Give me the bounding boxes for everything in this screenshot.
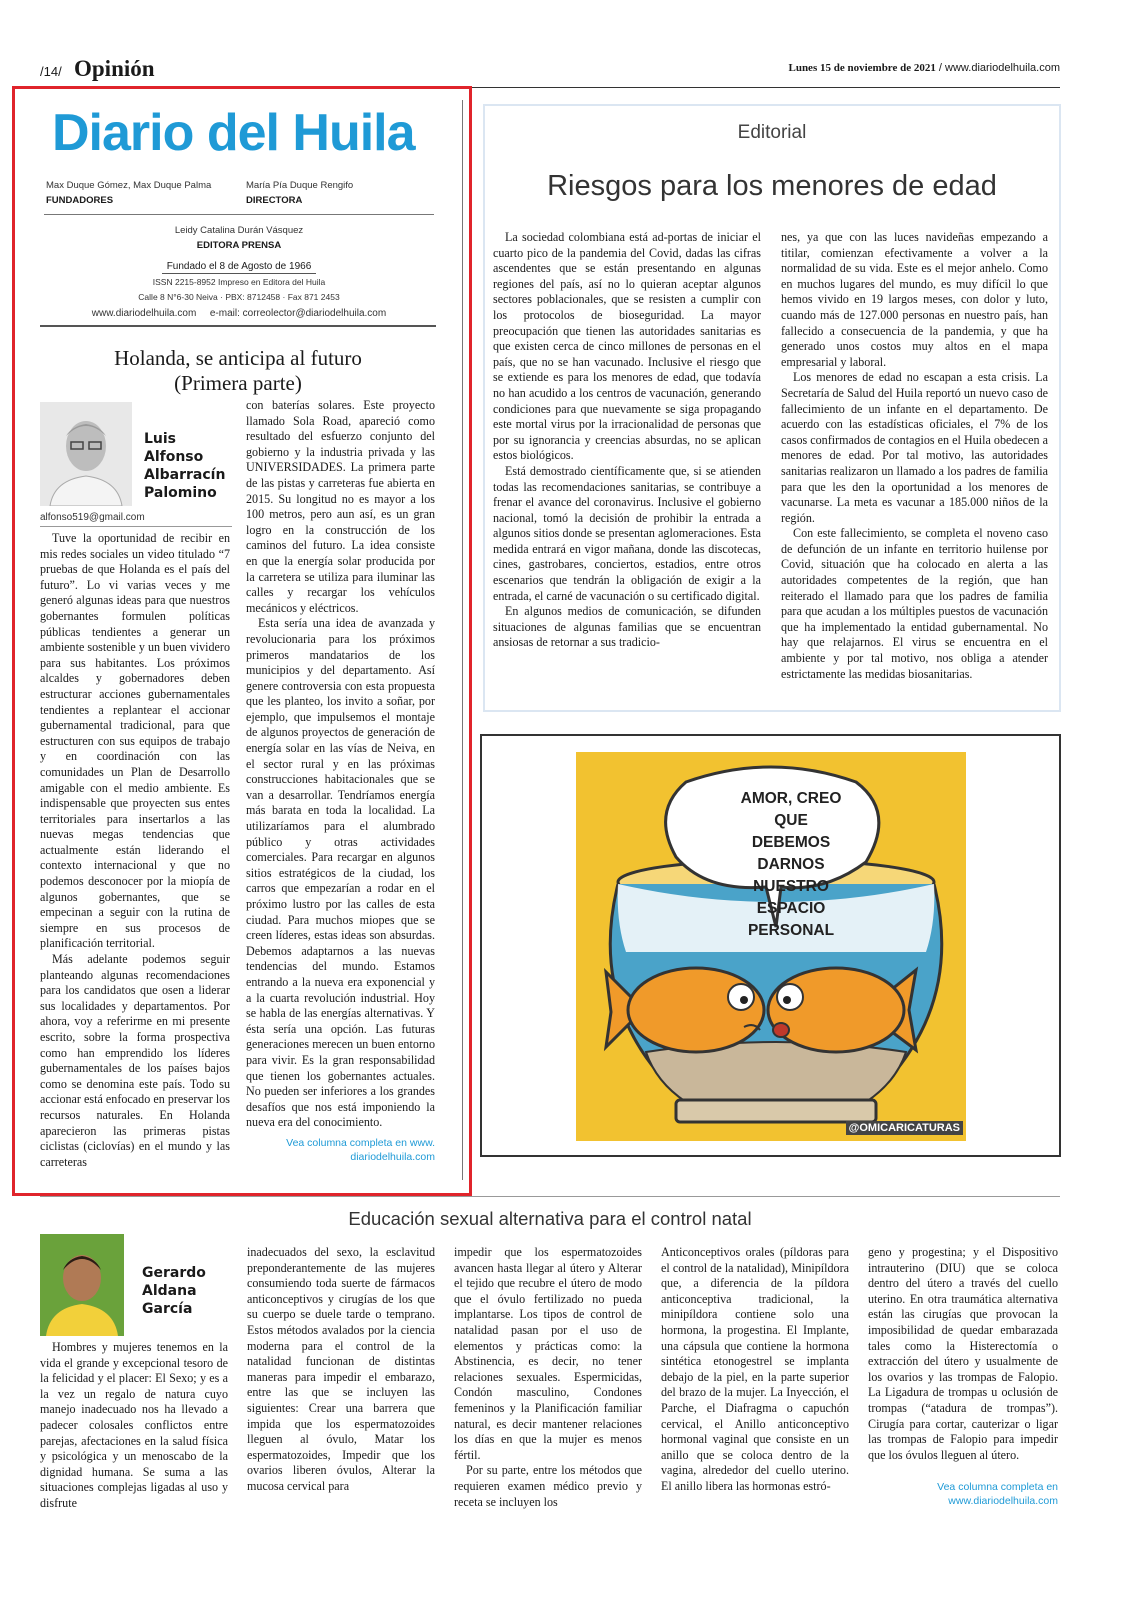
column-body-right [246,398,435,1131]
masthead-web-link[interactable]: www.diariodelhuila.com [91,308,197,319]
masthead-rule-1 [44,214,434,215]
bottom-section-rule [40,1196,1060,1197]
more-link-line-1[interactable]: Vea columna completa en www. [286,1137,435,1149]
bottom-paragraph: Hombres y mujeres tenemos en la vida el grande y excepcional tesoro de la felicidad y el placer: El Sexo; y es a la vez un regalo de natura cuyo manejo inadecuado nos ha llevado a padecer colosales conflictos entre parejas, afectaciones en la salud física y psicológica y un menoscabo de la dignidad humana. Se suma a las situaciones complejas ligadas al uso y disfrute [40,1340,228,1510]
page-header [40,56,1060,86]
editorial-kicker: Editorial [737,122,807,143]
column-paragraph: Más adelante podemos seguir planteando algunas recomendaciones para los candidatos que osen a liderar sus localidades y departamentos. Por ahora, voy a referirme en mi presente escrito, sobre la forma prospectiva como han emprendido los líderes gubernamentales de los países bajos como se denomina este país. Todo su accionar está enfocado en preservar los recursos naturales. En Holanda aparecieron las primeras pistas ciclistas (ciclovías) en el mundo y las carreteras [40,952,230,1169]
cartoon-frame [480,734,1061,1157]
vertical-divider [462,100,463,1180]
bubble-line: AMOR, CREO QUE [740,790,842,829]
bottom-col-4 [661,1245,849,1495]
editorial-paragraph: Los menores de edad no escapan a esta crisis. La Secretaría de Salud del Huila reportó un nuevo caso de fallecimiento de un infante en el departamento. De acuerdo con las estadísticas oficiales, el 7% de los casos confirmados de contagios en el Huila obedecen a menores de edad. Por tal motivo, las autoridades sanitarias realizaron un llamado a los padres de familia para que les den la oportunidad a los menores de vacunarse. La meta es vacunar a 185.000 niños de la región. [781,370,1048,525]
more-link-line-2[interactable]: www.diariodelhuila.com [948,1495,1058,1507]
founded-underline [162,273,316,274]
more-link-line-1[interactable]: Vea columna completa en [937,1481,1058,1493]
editorial-paragraph: La sociedad colombiana está ad-portas de iniciar el cuarto pico de la pandemia del Covid, dadas las cifras ascendentes que se están presentando en algunas regiones del país, así no lo quieran aceptar algunos sectores poblacionales, que se resisten a cumplir con los protocolos de bioseguridad. La mayor preocupación que tienen las autoridades sanitarias es que existen cerca de cinco millones de personas en el país, que no se han vacunado. Inclusive el riesgo que se extiende es para los menores de edad, que todavía no han acudido a los centros de vacunación, generando condiciones para que nuevamente se siga propagando este mortal virus por la irracionalidad de personas que por su ignorancia y creencias absurdas, no se aplican estos biológicos. [493,230,761,463]
author-last1: Albarracín [144,467,226,483]
masthead-email-link[interactable]: e-mail: correolector@diariodelhuila.com [209,308,387,319]
author-name-gerardo [142,1264,206,1318]
author-last: García [142,1301,193,1317]
bottom-more-link[interactable] [868,1480,1058,1508]
editorial-body-left [493,230,761,651]
editorial-paragraph: En algunos medios de comunicación, se difunden situaciones de algunas familias que se encuentran ansiosas de retornar a sus tradicio- [493,604,761,650]
bottom-paragraph: geno y progestina; y el Dispositivo intrauterino (DIU) que se coloca dentro del útero a través del cuello uterino. En otra traumática alternativa están las cirugías que provocan la imposibilidad de quedar embarazada tales como la Histerectomía o extracción del útero y usualmente de los ovarios y las trompas de Falopio. La Ligadura de trompas u oclusión de trompas (“atadura de trompas”). Cirugía para cortar, cauterizar o ligar las trompas de Falopio para impedir que los óvulos lleguen al útero. [868,1245,1058,1462]
column-paragraph: con baterías solares. Este proyecto llamado Sola Road, apareció como resultado del esfuerzo conjunto del gobierno y la industria privada y las UNIVERSIDADES. La primera parte de las pistas y carreteras fue abierta en 2015. Su longitud no es mayor a los 100 metros, pero aun así, es un gran logro en la construcción de los caminos del futuro. La idea consiste en que la energía solar producida por la carretera se utiliza para iluminar las calles y recargar los vehículos mecánicos y eléctricos. [246,398,435,615]
editorial-title: Riesgos para los menores de edad [547,170,997,202]
author-middle: Aldana [142,1283,197,1299]
column-paragraph: Tuve la oportunidad de recibir en mis redes sociales un video titulado “7 pruebas de que Holanda es el país del futuro”. Lo vi varias veces y me generó algunas ideas para que nuestros gobernantes formulen políticas públicas tendientes a generar un ambiente sostenible y un buen vividero para sus habitantes. Los próximos alcaldes y gobernadores deben estructurar acciones gubernamentales tendientes a replantear el accionar gubernamental tradicional, para que estructuren con sus equipos de trabajo y en coordinación con las comunidades un Plan de Desarrollo amigable con el medio ambiente. Es indispensable que proyecten sus entes territoriales para insertarlos a las nuevas megas tendencias que actualmente están liderando el contexto internacional y que no podemos desconocer por la miopía de algunos gobernantes, que se empecinan a seguir con la rutina de siempre en sus procesos de planificación territorial. [40,531,230,951]
editor-name: Leidy Catalina Durán Vásquez [174,225,304,236]
author-email-rule [40,526,232,527]
address-line: Calle 8 N°6-30 Neiva · PBX: 8712458 · Fax 871 2453 [138,292,340,302]
bubble-line: DEBEMOS DARNOS [751,834,831,873]
bottom-col-5 [868,1245,1058,1463]
column-title-line-2: (Primera parte) [174,371,302,395]
column-title-line-1: Holanda, se anticipa al futuro [114,346,362,370]
founders-names: Max Duque Gómez, Max Duque Palma [46,180,212,191]
author-last2: Palomino [144,485,217,501]
editorial-body-right [781,230,1048,682]
more-link-line-2[interactable]: diariodelhuila.com [350,1151,435,1163]
column-paragraph: Esta sería una idea de avanzada y revolucionaria para los próximos primeros mandatarios de los municipios y del departamento. Así genere controversia con esta propuesta que les planteo, los invito a soñar, por ejemplo, que impulsemos el montaje de algunos proyectos de generación de energía solar en las vías de Neiva, en el sector rural y en las próximas construcciones habitacionales que se van a desarrollar. Tendríamos energía más barata en toda la localidad. La utilizaríamos para el alumbrado público y otras actividades comerciales. Para recargar en algunos sitios estratégicos de la ciudad, los carros que empezarían a rodar en el próximo lustro por las calles de esta ciudad. Para muchos miopes que se creen líderes, estas ideas son absurdas. Debemos adaptarnos a las nuevas tendencias del mundo. Estamos entrando a la nueva era exponencial y a la cuarta revolución industrial. Hoy se habla de las energías alternativas. Y ésta sería una opción. Las futuras generaciones merecen un buen entorno para vivir. Es la gran responsabilidad que tienen los gobernantes actuales. No pueden ser inferiores a los grandes desafíos que nos está imponiendo la nueva era del conocimiento. [246,616,435,1130]
fishbowl-base [676,1100,876,1122]
editorial-paragraph: Está demostrado científicamente que, si se atienden todas las recomendaciones sanitarias, se contribuye a frenar el avance del coronavirus. Inclusive el gobierno nacional, tomó la decisión de prohibir la entrada a algunos sitios donde se presentan aglomeraciones. Esta medida entrará en vigor mañana, donde las discotecas, cines, gastrobares, conciertos, estadios, entre otros escenarios que tendrán la obligación de exigir a la entrada, el carné de vacunación o su certificado digital. [493,463,761,603]
author-photo-gerardo [40,1234,124,1336]
author-name-luis [144,430,225,502]
header-date-line [788,62,1060,74]
bubble-line: NUESTRO ESPACIO [753,878,829,917]
editorial-paragraph: nes, ya que con las luces navideñas empezando a titilar, comienzan efectivamente a volver a la normalidad de su vida. Este es el mejor anhelo. Como en muchos lugares del mundo, es muy difícil lo que hemos vivido en 19 largos meses, con dolor y luto, cuando más de 127.000 personas en nuestro país, han fallecido a consecuencia de la pandemia, y que ha generado unos costos muy altos en el mapa empresarial y laboral. [781,230,1048,369]
masthead-rule-2 [40,325,436,327]
author-middle: Alfonso [144,449,204,465]
bottom-paragraph: Anticonceptivos orales (píldoras para el control de la natalidad), Minipíldora que, a diferencia de la píldora anticonceptiva tradicional, la minipíldora contiene solo una hormona, la progestina. El Implante, una cápsula que contiene la hormona sintética etonogestrel se implanta debajo de la piel, en la parte superior del brazo de la mujer. La Inyección, el Parche, el Diafragma o capuchón cervical, el Anillo anticonceptivo hormonal vaginal que consiste en un anillo que se coloca dentro de la vagina, alrededor del cuello uterino. El anillo libera las hormonas estró- [661,1245,849,1493]
bottom-col-1 [40,1340,228,1512]
bottom-paragraph: Por su parte, entre los métodos que requieren examen médico previo y receta se incluyen los [454,1463,642,1509]
column-more-link[interactable] [246,1136,435,1164]
bottom-col-3 [454,1245,642,1510]
author-email-link[interactable]: alfonso519@gmail.com [40,512,145,523]
column-body-left [40,531,230,1170]
author-photo-luis [40,402,132,506]
speech-bubble-text [726,788,856,942]
bubble-line: PERSONAL [747,922,835,939]
bottom-paragraph: inadecuados del sexo, la esclavitud preponderantemente de las mujeres consumiendo toda suerte de fármacos anticonceptivos y cirugías de los que su cuerpo se duele tarde o temprano. Estos métodos avalados por la ciencia moderna para el control de la natalidad funcionan de distintas maneras para impedir el embarazo, entre las que se incluyen las siguientes: Crear una barrera que impida que los espermatozoides lleguen al óvulo, Matar los espermatozoides, Impedir que los ovarios liberen óvulos, Alterar la mucosa cervical para [247,1245,435,1493]
bottom-paragraph: impedir que los espermatozoides avancen hasta llegar al útero y Alterar el tejido que recubre el útero de modo que el óvulo fertilizado no pueda implantarse. Los tipos de control de natalidad pasan por el uso de elementos y prácticas como: la Abstinencia, es decir, no tener relaciones sexuales. Espermicidas, Condón masculino, Condones femeninos y la Planificación familiar natural, es decir mantener relaciones los días en que la mujer es menos fértil. [454,1245,642,1462]
bottom-article-title: Educación sexual alternativa para el control natal [348,1208,752,1229]
founded-date: Fundado el 8 de Agosto de 1966 [166,261,312,272]
cartoon-credit: @OMICARICATURAS [846,1121,963,1135]
header-site: / www.diariodelhuila.com [935,62,1060,74]
page-number: /14/ [40,64,62,79]
header-date: Lunes 15 de noviembre de 2021 [788,62,936,74]
column-title [40,346,436,396]
director-name: María Pía Duque Rengifo [246,180,354,191]
issn-line: ISSN 2215-8952 Impreso en Editora del Huila [152,277,326,287]
editor-role: EDITORA PRENSA [196,240,282,251]
section-title: Opinión [74,56,155,81]
director-role: DIRECTORA [246,195,303,206]
editorial-paragraph: Con este fallecimiento, se completa el noveno caso de defunción de un infante en territorio huilense por Covid, situación que ha colocado en alerta a las autoridades competentes de la región, que han reiterado el llamado para que los padres de familia para que acudan a los múltiples puestos de vacunación que ha implementado la entidad gubernamental. No hay que relajarnos. El virus se encuentra en el ambiente y por tal motivo, nos obliga a atender estrictamente las medidas biosanitarias. [781,526,1048,681]
author-first: Gerardo [142,1265,206,1281]
author-first: Luis [144,431,177,447]
founders-role: FUNDADORES [46,195,114,206]
masthead-contact [44,308,434,319]
masthead-logo: Diario del Huila [52,104,415,162]
bottom-col-2 [247,1245,435,1495]
